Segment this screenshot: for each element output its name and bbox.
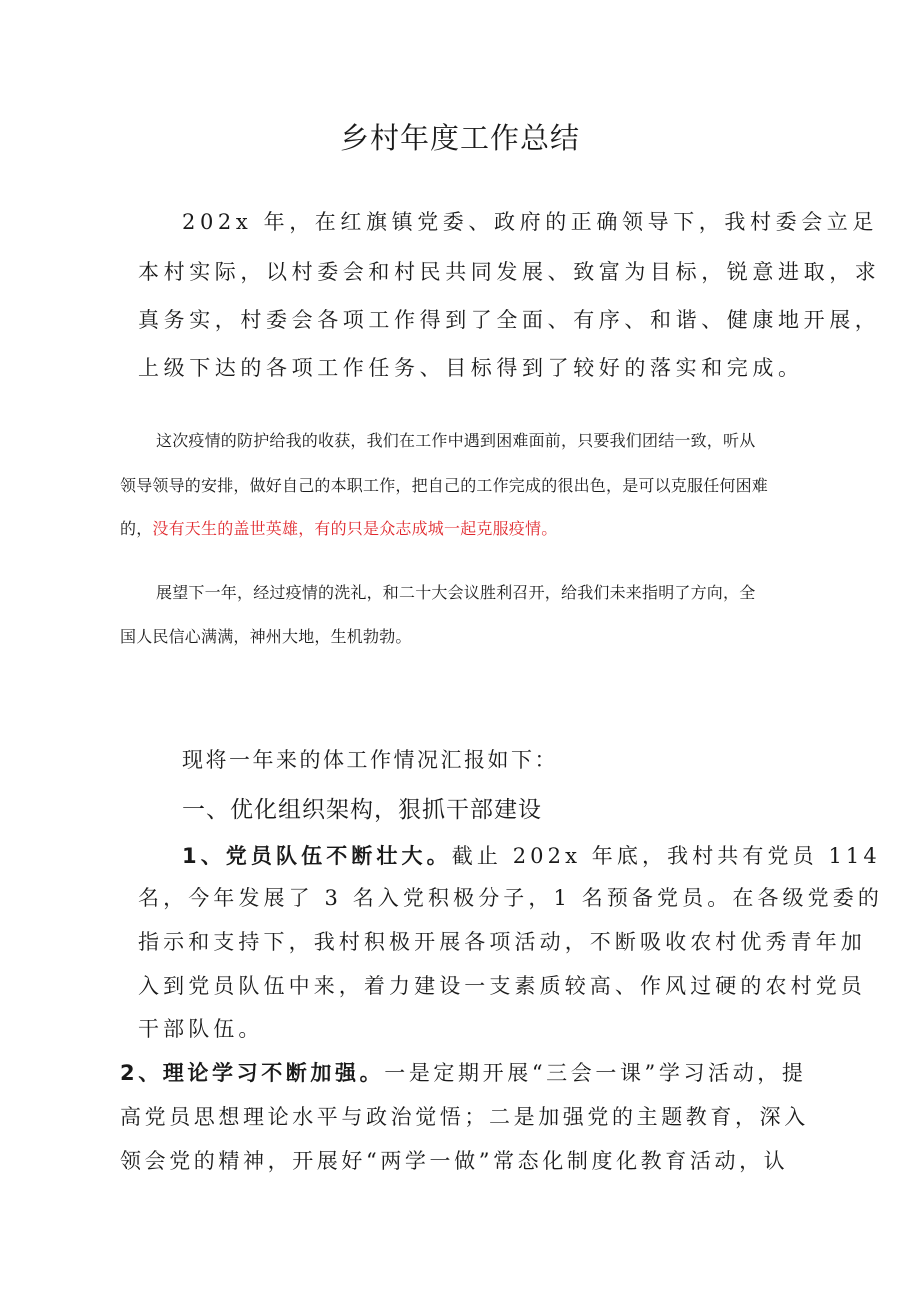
page-title: 乡村年度工作总结 — [339, 121, 580, 155]
paragraph-line: 上级下达的各项工作任务、目标得到了较好的落实和完成。 — [138, 356, 804, 380]
paragraph-line: 名，今年发展了 3 名入党积极分子，1 名预备党员。在各级党委的 — [138, 886, 883, 910]
paragraph-line: 指示和支持下，我村积极开展各项活动，不断吸收农村优秀青年加 — [138, 930, 866, 954]
line-prefix: 的， — [120, 519, 153, 538]
item-text: 截止 202x 年底，我村共有党员 114 — [451, 844, 881, 868]
paragraph-line: 入到党员队伍中来，着力建设一支素质较高、作风过硬的农村党员 — [138, 974, 866, 998]
section-heading: 一、优化组织架构，狠抓干部建设 — [182, 797, 542, 823]
paragraph-line: 展望下一年，经过疫情的洗礼，和二十大会议胜利召开，给我们未来指明了方向，全 — [156, 583, 756, 602]
paragraph-line: 国人民信心满满，神州大地，生机勃勃。 — [120, 627, 412, 646]
item-heading: 1、党员队伍不断壮大。 — [182, 844, 452, 868]
paragraph-line: 202x 年，在红旗镇党委、政府的正确领导下，我村委会立足 — [182, 210, 878, 234]
paragraph-line: 这次疫情的防护给我的收获，我们在工作中遇到困难面前，只要我们团结一致，听从 — [156, 431, 756, 450]
paragraph-line: 领会党的精神，开展好“两学一做”常态化制度化教育活动，认 — [120, 1149, 789, 1173]
item-text: 一是定期开展“三会一课”学习活动，提 — [384, 1061, 807, 1085]
report-intro: 现将一年来的体工作情况汇报如下： — [182, 748, 558, 772]
paragraph-line — [120, 1057, 807, 1087]
item-heading: 2、理论学习不断加强。 — [120, 1061, 385, 1085]
paragraph-line: 高党员思想理论水平与政治觉悟；二是加强党的主题教育，深入 — [120, 1105, 809, 1129]
paragraph-line: 真务实，村委会各项工作得到了全面、有序、和谐、健康地开展， — [138, 308, 881, 332]
paragraph-line: 干部队伍。 — [138, 1017, 264, 1041]
paragraph-line: 领导领导的安排，做好自己的本职工作，把自己的工作完成的很出色，是可以克服任何困难 — [120, 476, 769, 495]
paragraph-line — [120, 516, 557, 539]
paragraph-line: 本村实际，以村委会和村民共同发展、致富为目标，锐意进取，求 — [138, 260, 881, 284]
highlighted-red-text: 没有天生的盖世英雄，有的只是众志成城一起克服疫情。 — [152, 519, 558, 538]
paragraph-line — [182, 840, 881, 870]
